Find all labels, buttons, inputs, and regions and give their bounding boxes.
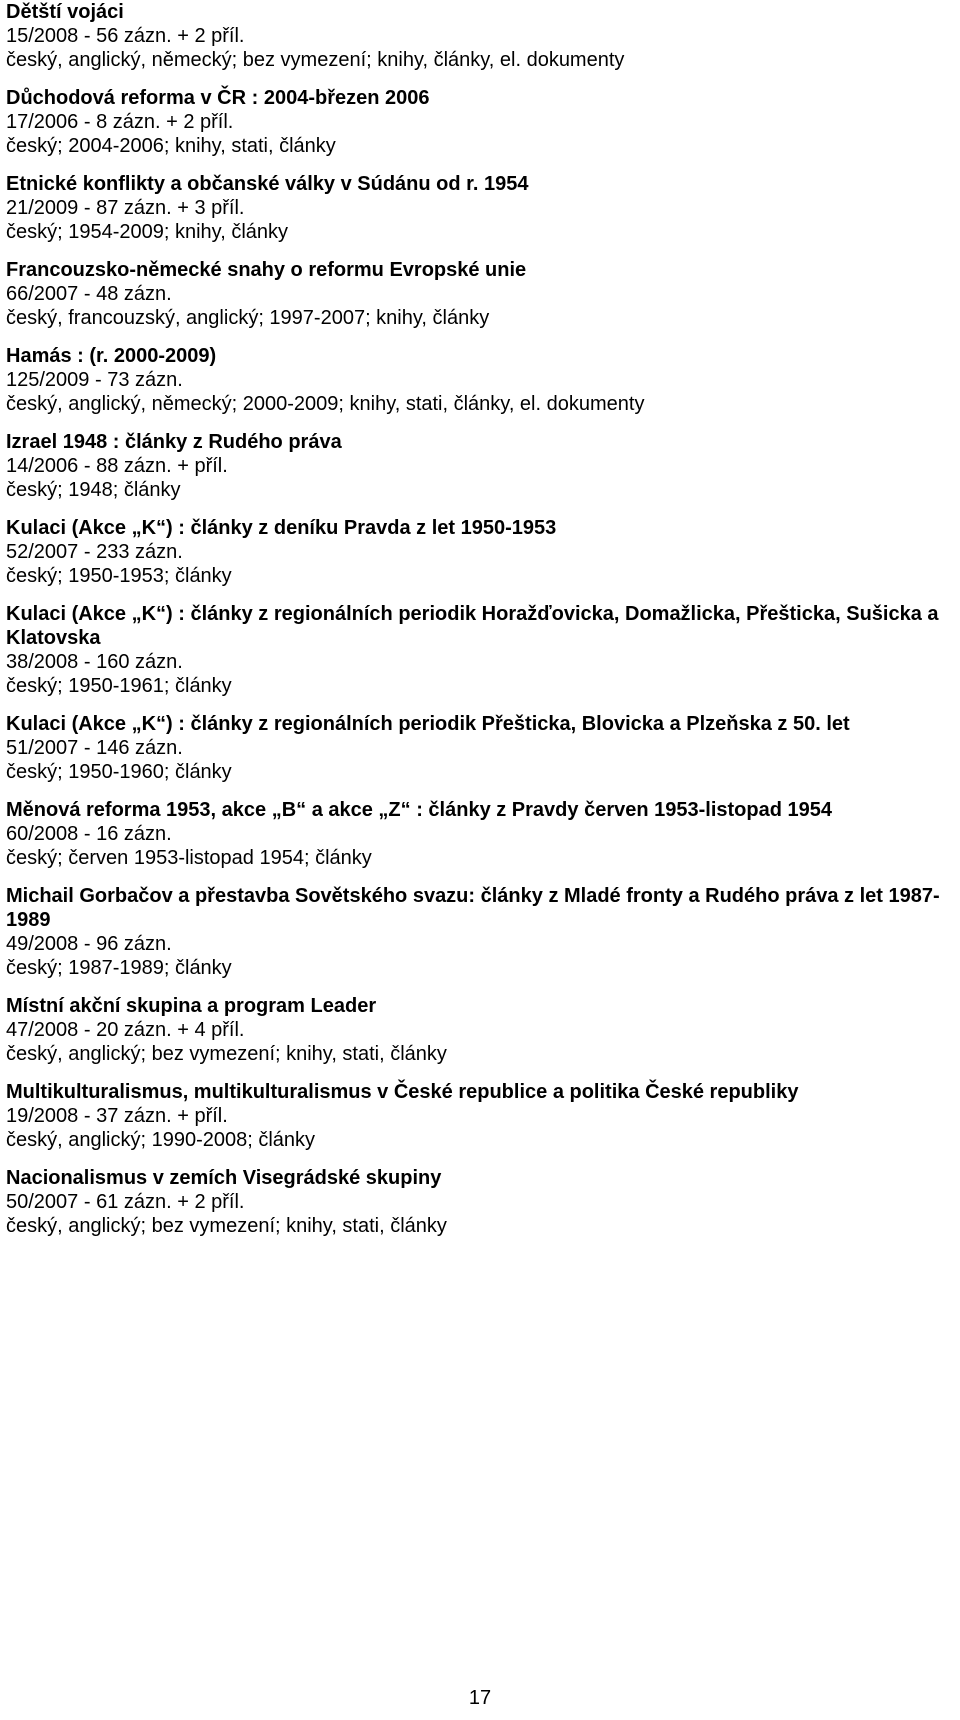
entry-description: český; červen 1953-listopad 1954; články — [6, 847, 372, 869]
entry-title: Nacionalismus v zemích Visegrádské skupiny — [6, 1167, 442, 1189]
entry-description: český, anglický; bez vymezení; knihy, stati, články — [6, 1215, 447, 1237]
entry-title: Izrael 1948 : články z Rudého práva — [6, 431, 342, 453]
entry-title: Důchodová reforma v ČR : 2004-březen 2006 — [6, 87, 430, 109]
entry-record-count: 21/2009 - 87 zázn. + 3 příl. — [6, 197, 245, 219]
list-item — [6, 602, 951, 698]
entry-description: český; 1950-1961; články — [6, 675, 232, 697]
list-item — [6, 884, 951, 980]
list-item — [6, 258, 951, 330]
bibliography-list — [6, 0, 951, 1252]
entry-description: český; 2004-2006; knihy, stati, články — [6, 135, 336, 157]
entry-record-count: 19/2008 - 37 zázn. + příl. — [6, 1105, 228, 1127]
entry-title: Etnické konflikty a občanské války v Súdánu od r. 1954 — [6, 173, 529, 195]
entry-title: Kulaci (Akce „K“) : články z regionálních periodik Horažďovicka, Domažlicka, Přešticka, Sušicka a Klatovska — [6, 603, 939, 649]
entry-record-count: 14/2006 - 88 zázn. + příl. — [6, 455, 228, 477]
entry-record-count: 49/2008 - 96 zázn. — [6, 933, 172, 955]
entry-title: Dětští vojáci — [6, 1, 124, 23]
entry-title: Hamás : (r. 2000-2009) — [6, 345, 217, 367]
list-item — [6, 1080, 951, 1152]
list-item — [6, 172, 951, 244]
entry-record-count: 47/2008 - 20 zázn. + 4 příl. — [6, 1019, 245, 1041]
entry-description: český, anglický, německý; bez vymezení; knihy, články, el. dokumenty — [6, 49, 625, 71]
list-item — [6, 344, 951, 416]
list-item — [6, 1166, 951, 1238]
entry-record-count: 60/2008 - 16 zázn. — [6, 823, 172, 845]
entry-record-count: 125/2009 - 73 zázn. — [6, 369, 183, 391]
entry-description: český, anglický; bez vymezení; knihy, stati, články — [6, 1043, 447, 1065]
page-number: 17 — [468, 1687, 492, 1709]
entry-title: Kulaci (Akce „K“) : články z deníku Pravda z let 1950-1953 — [6, 517, 557, 539]
entry-description: český; 1950-1953; články — [6, 565, 232, 587]
entry-description: český; 1987-1989; články — [6, 957, 232, 979]
entry-record-count: 38/2008 - 160 zázn. — [6, 651, 183, 673]
entry-description: český; 1950-1960; články — [6, 761, 232, 783]
entry-title: Michail Gorbačov a přestavba Sovětského svazu: články z Mladé fronty a Rudého práva z let 1987-1989 — [6, 885, 940, 931]
entry-title: Místní akční skupina a program Leader — [6, 995, 377, 1017]
list-item — [6, 86, 951, 158]
entry-record-count: 66/2007 - 48 zázn. — [6, 283, 172, 305]
list-item — [6, 430, 951, 502]
entry-description: český; 1954-2009; knihy, články — [6, 221, 289, 243]
entry-title: Multikulturalismus, multikulturalismus v České republice a politika České republiky — [6, 1081, 799, 1103]
entry-description: český, anglický; 1990-2008; články — [6, 1129, 316, 1151]
entry-title: Francouzsko-německé snahy o reformu Evropské unie — [6, 259, 527, 281]
list-item — [6, 516, 951, 588]
entry-description: český; 1948; články — [6, 479, 181, 501]
entry-record-count: 15/2008 - 56 zázn. + 2 příl. — [6, 25, 245, 47]
entry-record-count: 51/2007 - 146 zázn. — [6, 737, 183, 759]
list-item — [6, 0, 951, 72]
entry-title: Kulaci (Akce „K“) : články z regionálních periodik Přešticka, Blovicka a Plzeňska z 50. let — [6, 713, 850, 735]
entry-description: český, francouzský, anglický; 1997-2007; knihy, články — [6, 307, 490, 329]
entry-description: český, anglický, německý; 2000-2009; knihy, stati, články, el. dokumenty — [6, 393, 645, 415]
entry-record-count: 17/2006 - 8 zázn. + 2 příl. — [6, 111, 234, 133]
entry-record-count: 50/2007 - 61 zázn. + 2 příl. — [6, 1191, 245, 1213]
entry-title: Měnová reforma 1953, akce „B“ a akce „Z“ : články z Pravdy červen 1953-listopad 1954 — [6, 799, 832, 821]
list-item — [6, 994, 951, 1066]
list-item — [6, 712, 951, 784]
entry-record-count: 52/2007 - 233 zázn. — [6, 541, 183, 563]
list-item — [6, 798, 951, 870]
